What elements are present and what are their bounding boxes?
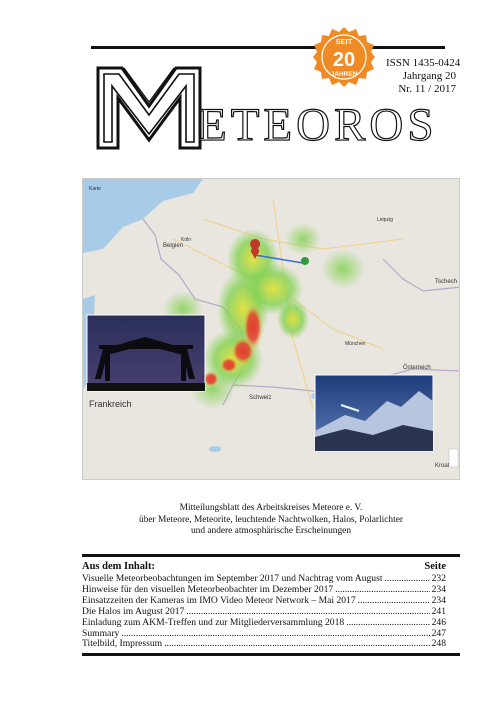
table-of-contents: [82, 574, 446, 650]
map-label-kroat: Kroat: [435, 463, 450, 469]
meteoros-logo-mm: [94, 58, 204, 152]
map-label-belgien: Belgien: [163, 243, 184, 249]
anniversary-badge: [312, 25, 376, 89]
map-label-koeln: Köln: [181, 237, 192, 243]
title-first-letter: M: [94, 58, 95, 59]
toc-heading: Aus dem Inhalt:: [82, 561, 155, 572]
toc-item[interactable]: Summary ..... 247: [82, 629, 446, 640]
map-label-schweiz: Schweiz: [249, 395, 272, 401]
badge-bottom-text: JAHREN: [330, 71, 358, 78]
map-label-leipzig: Leipzig: [377, 217, 393, 223]
issn-number: ISSN 1435-0424: [386, 57, 461, 69]
caption-line-2: über Meteore, Meteorite, leuchtende Nachtwolken, Halos, Polarlichter: [139, 514, 403, 525]
toc-top-rule: [82, 554, 460, 557]
inset-photo-mountain: [315, 375, 433, 451]
volume-number: Jahrgang 20: [402, 70, 456, 82]
caption-line-1: Mitteilungsblatt des Arbeitskreises Meteore e. V.: [179, 503, 363, 513]
caption-line-3: und andere atmosphärische Erscheinungen: [190, 526, 352, 536]
badge-top-text: SEIT: [335, 37, 353, 46]
toc-item[interactable]: Die Halos im August 2017 ..... 241: [82, 607, 446, 618]
map-label-frankreich: Frankreich: [89, 399, 132, 409]
map-label-muenchen: München: [345, 341, 366, 347]
toc-bottom-rule: [82, 653, 460, 656]
meteoros-title: ETEOROS: [198, 99, 438, 151]
toc-item[interactable]: Titelbild, Impressum ..... 248: [82, 639, 446, 650]
toc-item[interactable]: Einsatzzeiten der Kameras im IMO Video Meteor Network – Mai 2017 ..... 234: [82, 596, 446, 607]
map-label-oesterreich: Österreich: [403, 365, 431, 371]
masthead-caption: [82, 503, 460, 538]
issue-number: Nr. 11 / 2017: [398, 83, 456, 95]
toc-page-heading: Seite: [424, 561, 446, 572]
toc-heading-row: [82, 561, 446, 572]
map-label-karte: Karte: [89, 186, 101, 192]
inset-photo-arch: [87, 315, 205, 391]
toc-item[interactable]: Visuelle Meteorbeobachtungen im September 2017 und Nachtrag vom August ..... 232: [82, 574, 446, 585]
map-label-tschechien: Tschech: [435, 279, 458, 285]
cover-map-image: [82, 178, 460, 480]
toc-item[interactable]: Hinweise für den visuellen Meteorbeobachter im Dezember 2017 ..... 234: [82, 585, 446, 596]
issue-info: [386, 57, 461, 96]
map-zoom-control: [449, 449, 458, 467]
badge-number: 20: [332, 49, 356, 71]
top-rule: [91, 46, 445, 49]
toc-item[interactable]: Einladung zum AKM-Treffen und zur Mitgliederversammlung 2018 ..... 246: [82, 618, 446, 629]
